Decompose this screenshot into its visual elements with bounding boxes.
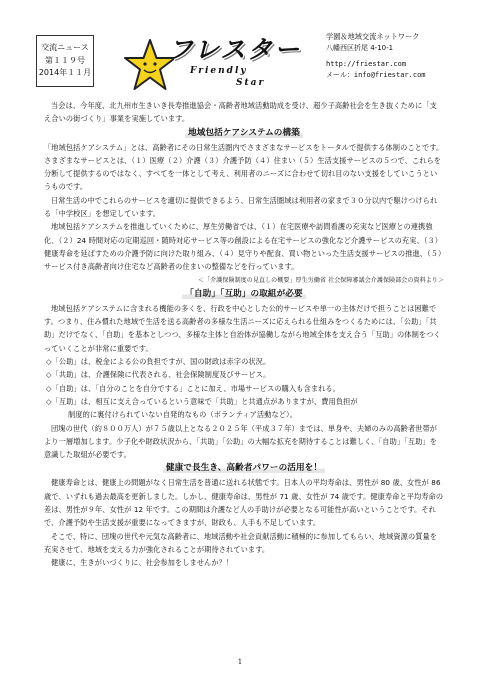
- issue-series: 交流ニュース: [41, 43, 89, 53]
- source-note: ＜「介護保険制度の見直しの概要」厚生労働省 社会保障審議会介護保険部会の資料より＞: [197, 276, 444, 284]
- organization-name: 学園＆地域交流ネットワーク: [326, 32, 420, 41]
- paragraph: 団塊の世代（約８００万人）が７５歳以上となる２０２５年（平成３７年）までは、単身や、夫婦のみの高齢者世帯がより一層増加します。少子化や財政状況から、「共助」「公助」の大幅な拡充を期待することは難しく、「自助」「互助」を意識した取組が必要です。: [44, 423, 438, 460]
- section-heading-self-help: [44, 287, 444, 302]
- intro-paragraph: 当会は、今年度、北九州市生きいき長寿推進協会・高齢者地域活動助成を受け、超少子高齢社会を生き抜くために「支え合いの街づくり」事業を実施しています。: [44, 101, 437, 124]
- bullet-continuation: 制度的に裏付けられていない自発的なもの（ボランティア活動など）。: [68, 410, 298, 420]
- organization-address: 八幡西区折尾 4-10-1: [326, 43, 394, 52]
- logo-subtitle-star: Star: [236, 78, 266, 88]
- paragraph: 健康寿命とは、健康上の問題がなく日常生活を普通に送れる状態です。日本人の平均寿命は、男性が 80 歳、女性が 86 歳で、いずれも過去最高を更新しました。しかし、健康寿命は、男性が 71 歳、女性が 74 歳です。健康寿命と平均寿命の差は、男性が９年、女性が 12 年です。この期間は介護など人の手助けが必要となる可能性が高いということです。それで、介護予防や生活支援が重要になってきますが、財政も、人手も不足しています。: [44, 478, 444, 528]
- paragraph: そこで、特に、団塊の世代や元気な高齢者に、地域活動や社会貢献活動に積極的に参加してもらい、地域資源の質量を充実させて、地域を支える力が強化されることが期待されています。: [44, 531, 438, 554]
- bullet-item: ◇「互助」は、相互に支え合っているという意味で「共助」と共通点がありますが、費用負担が: [46, 396, 358, 406]
- issue-info-box: [36, 35, 94, 87]
- closing-paragraph: 健康に、生きがいづくりに、社会参加をしませんか？！: [51, 558, 234, 568]
- paragraph: 地域包括ケアシステムを推進していくために、厚生労働省では、（１）在宅医療や訪問看護の充実など医療との連携強化、（２）24 時間対応の定期巡回・随時対応サービス等の創設による在宅サービスの強化など介護サービスの充実、（３）健康寿命を延ばすための介護予防に向けた取り組み、（４）見守りや配食、買い物といった生活支援サービスの推進、（５）サービス付き高齢者向け住宅など高齢者の住まいの整備などを行っています。: [44, 222, 443, 272]
- paragraph: 地域包括ケアシステムに含まれる機能の多くを、行政を中心とした公的サービスや単一の主体だけで担うことは困難です。つまり、住み慣れた地域で生活を送る高齢者の多様な生活ニーズに応えられる仕組みをつくるためには、「公助」「共助」だけでなく、「自助」を基本としつつ、多様な主体と自治体が協働しながら地域全体を支え合う「互助」の体制をつくっていくことが非常に重要です。: [44, 303, 441, 353]
- section-heading-healthy-aging: [44, 461, 444, 476]
- section-heading-text: 「自助」「互助」の取組が必要: [182, 289, 305, 299]
- logo-title: フレスター: [168, 35, 302, 64]
- section-heading-text: 地域包括ケアシステムの構築: [185, 128, 303, 138]
- organization-info: [326, 32, 456, 80]
- page-number: 1: [237, 658, 243, 666]
- paragraph: 「地域包括ケアシステム」とは、高齢者にその日常生活圏内でさまざまなサービスをトータルで提供する体制のことです。さまざまなサービスとは、（１）医療（２）介護（３）介護予防（４）住まい（５）生活支援サービスの５つで、これらを分断して提供するのではなく、すべてを一体として考え、利用者のニーズに合わせて切れ目のない支援をしていこうというものです。: [44, 142, 444, 192]
- section-heading-text: 健康で長生き、高齢者パワーの活用を！: [163, 463, 325, 473]
- section-heading-care-system: [44, 126, 444, 141]
- paragraph: 日常生活の中でこれらのサービスを適切に提供できるよう、日常生活圏域は利用者の家まで３０分以内で駆けつけられる「中学校区」を想定しています。: [44, 195, 438, 219]
- article-body: [44, 99, 444, 570]
- issue-number: 第１１９号: [45, 55, 85, 65]
- bullet-item: ◇「自助」は、「自分のことを自分でする」ことに加え、市場サービスの購入も含まれる。: [46, 383, 340, 393]
- issue-date: 2014年１１月: [38, 68, 92, 78]
- bullet-item: ◇「公助」は、税金による公の負担ですが、国の財政は赤字の状況。: [46, 357, 271, 367]
- bullet-item: ◇「共助」は、介護保険に代表される、社会保険制度及びサービス。: [46, 370, 271, 380]
- logo-subtitle-friendly: Friendly: [190, 66, 248, 76]
- organization-email: メール：info@friestar.com: [326, 70, 426, 79]
- organization-url: http://friestar.com: [326, 60, 407, 69]
